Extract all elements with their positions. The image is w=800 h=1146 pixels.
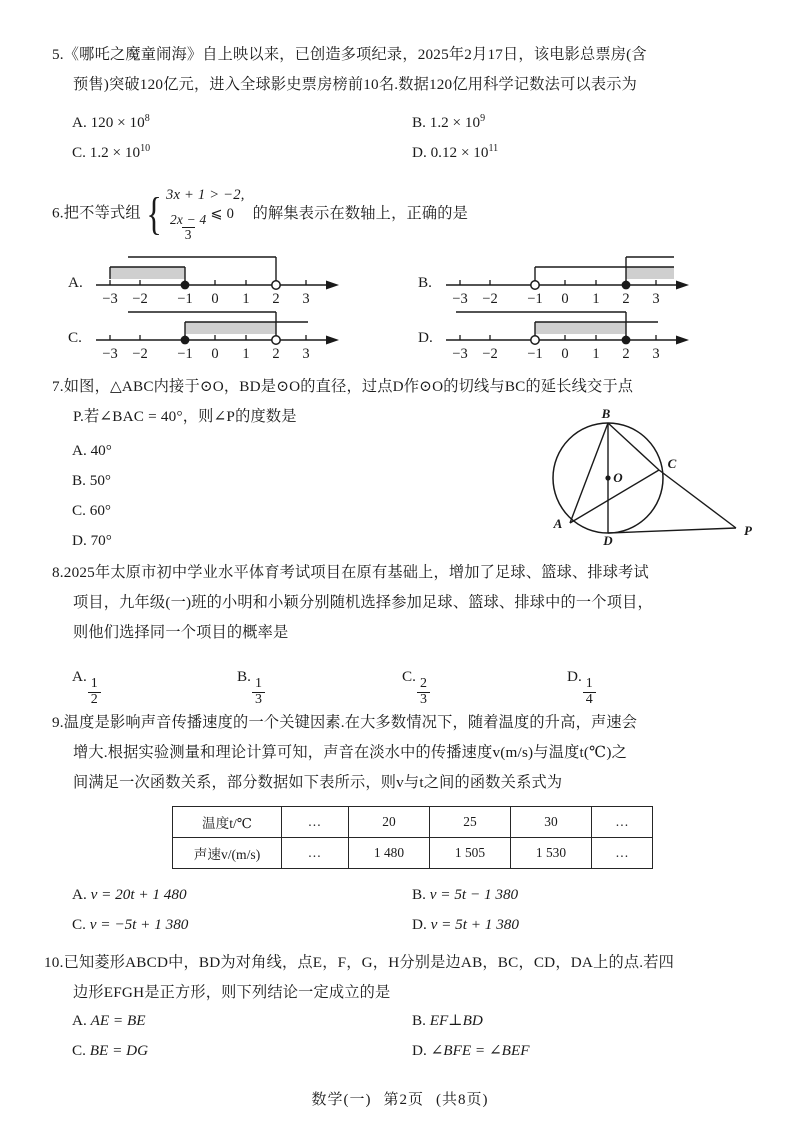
option-b-label: B. [72, 472, 86, 489]
fraction-denominator: 2 [88, 692, 101, 708]
fraction-denominator: 3 [182, 227, 195, 242]
option-c-label: C. [402, 668, 416, 685]
option-c-text: v = −5t + 1 380 [89, 916, 189, 933]
svg-text:C: C [667, 456, 677, 471]
inequality-relation: ⩽ 0 [210, 206, 235, 222]
option-b-label: B. [237, 668, 251, 685]
fraction-denominator: 3 [252, 692, 265, 708]
cell-temp-0: … [282, 807, 349, 838]
option-b-label: B. [412, 1012, 426, 1029]
option-d-base: 0.12 × 10 [430, 144, 489, 161]
row-header-speed: 声速v/(m/s) [173, 838, 282, 869]
circle-geometry-diagram [508, 405, 758, 545]
svg-text:D: D [603, 533, 613, 545]
svg-text:0: 0 [211, 291, 219, 307]
option-d-text: v = 5t + 1 380 [430, 916, 519, 933]
cell-speed-3: 1 530 [511, 838, 592, 869]
question-6 [52, 186, 752, 242]
question-7-option-d[interactable] [72, 526, 272, 556]
question-7-option-b[interactable] [72, 466, 272, 496]
option-b-base: 1.2 × 10 [429, 114, 481, 131]
svg-text:1: 1 [242, 291, 250, 307]
option-b-exponent: 9 [480, 112, 486, 124]
option-c-label: C. [68, 329, 82, 346]
option-a-text: AE = BE [90, 1012, 146, 1029]
question-10-option-a[interactable] [72, 1006, 412, 1036]
question-9-option-a[interactable] [72, 880, 412, 910]
option-d-label: D. [412, 916, 427, 933]
option-d-label: D. [418, 329, 433, 346]
question-9-stem-line-1 [52, 708, 752, 738]
question-7-text-1: 如图，△ABC内接于⊙O，BD是⊙O的直径，过点D作⊙O的切线与BC的延长线交于点 [63, 378, 634, 395]
option-a-text: v = 20t + 1 480 [90, 886, 187, 903]
question-7-stem-line-1 [52, 372, 752, 402]
number-line-d [418, 307, 708, 363]
svg-text:3: 3 [302, 291, 310, 307]
svg-text:3: 3 [652, 346, 660, 362]
question-9-option-c[interactable] [72, 910, 412, 940]
question-6-text-prefix: 把不等式组 [63, 204, 141, 222]
svg-text:0: 0 [561, 291, 569, 307]
question-6-option-b[interactable] [418, 252, 708, 313]
question-7-option-a[interactable] [72, 436, 272, 466]
option-c-exponent: 10 [140, 142, 151, 154]
option-a-label: A. [72, 886, 87, 903]
option-a-exponent: 8 [144, 112, 150, 124]
option-c-label: C. [72, 144, 86, 161]
question-6-text-suffix: 的解集表示在数轴上，正确的是 [252, 204, 469, 222]
option-b-text: v = 5t − 1 380 [429, 886, 519, 903]
question-7-number: 7. [52, 378, 64, 395]
option-d-exponent: 11 [488, 142, 499, 154]
svg-text:−2: −2 [482, 346, 498, 362]
svg-text:−3: −3 [102, 346, 118, 362]
question-8-option-b[interactable] [237, 655, 402, 708]
footer-page-number: 第2页 [383, 1092, 424, 1108]
question-10 [44, 948, 744, 1008]
question-10-option-b[interactable] [412, 1006, 483, 1036]
svg-text:2: 2 [272, 291, 280, 307]
number-line-c [68, 307, 358, 363]
fraction-b [252, 677, 265, 707]
option-c-label: C. [72, 1042, 86, 1059]
option-a-label: A. [72, 114, 87, 131]
fraction [167, 213, 209, 242]
svg-text:0: 0 [211, 346, 219, 362]
question-8-text-1: 2025年太原市初中学业水平体育考试项目在原有基础上，增加了足球、篮球、排球考试 [63, 564, 649, 581]
question-6-option-d[interactable] [418, 307, 708, 368]
svg-text:−2: −2 [132, 291, 148, 307]
question-9-data-table [172, 806, 653, 869]
svg-text:P: P [744, 523, 752, 538]
inequality-row-1: 3x + 1 > −2, [166, 187, 245, 203]
question-10-option-row-1 [72, 1006, 762, 1036]
cell-temp-4: … [592, 807, 653, 838]
question-5-option-d[interactable] [412, 138, 498, 168]
question-6-stem [52, 186, 752, 242]
option-d-label: D. [567, 668, 582, 685]
question-6-option-c[interactable] [68, 307, 358, 368]
svg-text:−1: −1 [527, 346, 543, 362]
question-9 [52, 708, 752, 798]
option-a-text: 40° [90, 442, 112, 459]
question-5-stem-line-2: 预售)突破120亿元，进入全球影史票房榜前10名.数据120亿用科学记数法可以表示为 [73, 76, 638, 93]
option-b-label: B. [412, 886, 426, 903]
question-7-option-c[interactable] [72, 496, 272, 526]
fraction-numerator: 1 [585, 676, 593, 692]
question-8-option-d[interactable] [567, 655, 597, 708]
question-8-stem-line-2: 项目，九年级(一)班的小明和小颖分别随机选择参加足球、篮球、排球中的一个项目， [73, 594, 653, 611]
question-7-options [72, 436, 272, 556]
question-10-option-row-2 [72, 1036, 762, 1066]
question-8-option-row [72, 655, 762, 708]
question-8-option-a[interactable] [72, 655, 237, 708]
number-line-a [68, 252, 358, 308]
question-5-option-b[interactable] [412, 108, 485, 138]
left-brace-icon: { [146, 187, 162, 239]
question-8 [52, 558, 752, 648]
svg-text:B: B [601, 406, 611, 421]
question-8-stem-line-1 [52, 558, 752, 588]
question-9-option-row-2 [72, 910, 762, 940]
question-8-stem-line-3: 则他们选择同一个项目的概率是 [73, 624, 289, 641]
footer-subject: 数学(一) [311, 1092, 372, 1108]
number-line-b [418, 252, 708, 308]
svg-text:3: 3 [652, 291, 660, 307]
cell-speed-1: 1 480 [349, 838, 430, 869]
cell-speed-2: 1 505 [430, 838, 511, 869]
question-9-stem-line-3: 间满足一次函数关系，部分数据如下表所示，则v与t之间的函数关系式为 [73, 774, 563, 791]
question-6-number: 6. [52, 204, 64, 222]
question-5-stem-line-1 [52, 40, 752, 70]
fraction-c [417, 677, 430, 707]
svg-text:−1: −1 [177, 346, 193, 362]
cell-speed-0: … [282, 838, 349, 869]
question-10-number: 10. [44, 954, 64, 971]
question-10-options [72, 1006, 762, 1066]
option-d-text: 70° [90, 532, 112, 549]
fraction-numerator: 1 [90, 676, 98, 692]
svg-text:−2: −2 [132, 346, 148, 362]
option-c-text: 60° [89, 502, 111, 519]
svg-text:2: 2 [272, 346, 280, 362]
cell-temp-3: 30 [511, 807, 592, 838]
question-7-figure [508, 405, 758, 550]
fraction-a [88, 677, 101, 707]
option-c-label: C. [72, 502, 86, 519]
table-row-temperature [173, 807, 653, 838]
question-9-options [72, 880, 762, 940]
question-10-option-d[interactable] [412, 1036, 530, 1066]
question-8-option-c[interactable] [402, 655, 567, 708]
inequality-system [143, 186, 245, 242]
inequality-row-2 [163, 205, 245, 242]
question-10-text-1: 已知菱形ABCD中，BD为对角线，点E，F，G，H分别是边AB，BC，CD，DA上的点.若四 [63, 954, 674, 971]
option-c-label: C. [72, 916, 86, 933]
question-5-option-row-1 [72, 108, 762, 138]
svg-text:1: 1 [592, 291, 600, 307]
cell-temp-1: 20 [349, 807, 430, 838]
svg-text:3: 3 [302, 346, 310, 362]
question-8-options [72, 655, 762, 708]
question-10-stem-line-1 [44, 948, 744, 978]
question-5-options [72, 108, 762, 168]
option-c-base: 1.2 × 10 [89, 144, 141, 161]
question-8-number: 8. [52, 564, 64, 581]
question-9-option-b[interactable] [412, 880, 518, 910]
question-5-option-a[interactable] [72, 108, 412, 138]
fraction-numerator: 2x − 4 [170, 212, 207, 228]
svg-text:2: 2 [622, 346, 630, 362]
svg-text:0: 0 [561, 346, 569, 362]
svg-text:2: 2 [622, 291, 630, 307]
option-a-label: A. [72, 668, 87, 685]
page-footer [0, 1088, 800, 1109]
footer-total-pages: (共8页) [436, 1092, 489, 1108]
row-header-temperature: 温度t/℃ [173, 807, 282, 838]
option-d-label: D. [412, 144, 427, 161]
option-a-label: A. [68, 274, 83, 291]
fraction-numerator: 2 [419, 676, 427, 692]
svg-text:−2: −2 [482, 291, 498, 307]
svg-text:−3: −3 [102, 291, 118, 307]
fraction-denominator: 3 [417, 692, 430, 708]
svg-text:A: A [553, 516, 563, 531]
question-6-option-a[interactable] [68, 252, 358, 313]
question-5-number: 5. [52, 46, 64, 63]
svg-text:−3: −3 [452, 346, 468, 362]
question-9-text-1: 温度是影响声音传播速度的一个关键因素.在大多数情况下，随着温度的升高，声速会 [63, 714, 638, 731]
option-a-label: A. [72, 442, 87, 459]
svg-text:1: 1 [592, 346, 600, 362]
option-d-label: D. [72, 532, 87, 549]
fraction-d [583, 677, 596, 707]
fraction-numerator: 1 [254, 676, 262, 692]
question-5-text-1: 《哪吒之魔童闹海》自上映以来，已创造多项纪录，2025年2月17日，该电影总票房(含 [63, 46, 647, 63]
option-b-label: B. [412, 114, 426, 131]
fraction-denominator: 4 [583, 692, 596, 708]
question-9-number: 9. [52, 714, 64, 731]
option-a-label: A. [72, 1012, 87, 1029]
svg-text:−1: −1 [527, 291, 543, 307]
svg-text:−1: −1 [177, 291, 193, 307]
question-9-stem-line-2: 增大.根据实验测量和理论计算可知，声音在淡水中的传播速度v(m/s)与温度t(℃)之 [73, 744, 627, 761]
option-b-text: EF⊥BD [429, 1012, 483, 1029]
question-9-option-d[interactable] [412, 910, 519, 940]
option-c-text: BE = DG [89, 1042, 149, 1059]
question-5-option-row-2 [72, 138, 762, 168]
option-d-text: ∠BFE = ∠BEF [430, 1042, 530, 1059]
cell-temp-2: 25 [430, 807, 511, 838]
question-5-option-c[interactable] [72, 138, 412, 168]
question-10-option-c[interactable] [72, 1036, 412, 1066]
svg-text:−3: −3 [452, 291, 468, 307]
option-a-base: 120 × 10 [90, 114, 145, 131]
svg-text:O: O [613, 470, 623, 485]
cell-speed-4: … [592, 838, 653, 869]
option-b-text: 50° [89, 472, 111, 489]
option-b-label: B. [418, 274, 432, 291]
option-d-label: D. [412, 1042, 427, 1059]
svg-text:1: 1 [242, 346, 250, 362]
question-9-option-row-1 [72, 880, 762, 910]
question-10-stem-line-2: 边形EFGH是正方形，则下列结论一定成立的是 [73, 984, 391, 1001]
question-7-stem-line-2: P.若∠BAC = 40°，则∠P的度数是 [73, 408, 297, 425]
question-5 [52, 40, 752, 100]
inequality-rows [163, 186, 245, 242]
table-row-speed [173, 838, 653, 869]
